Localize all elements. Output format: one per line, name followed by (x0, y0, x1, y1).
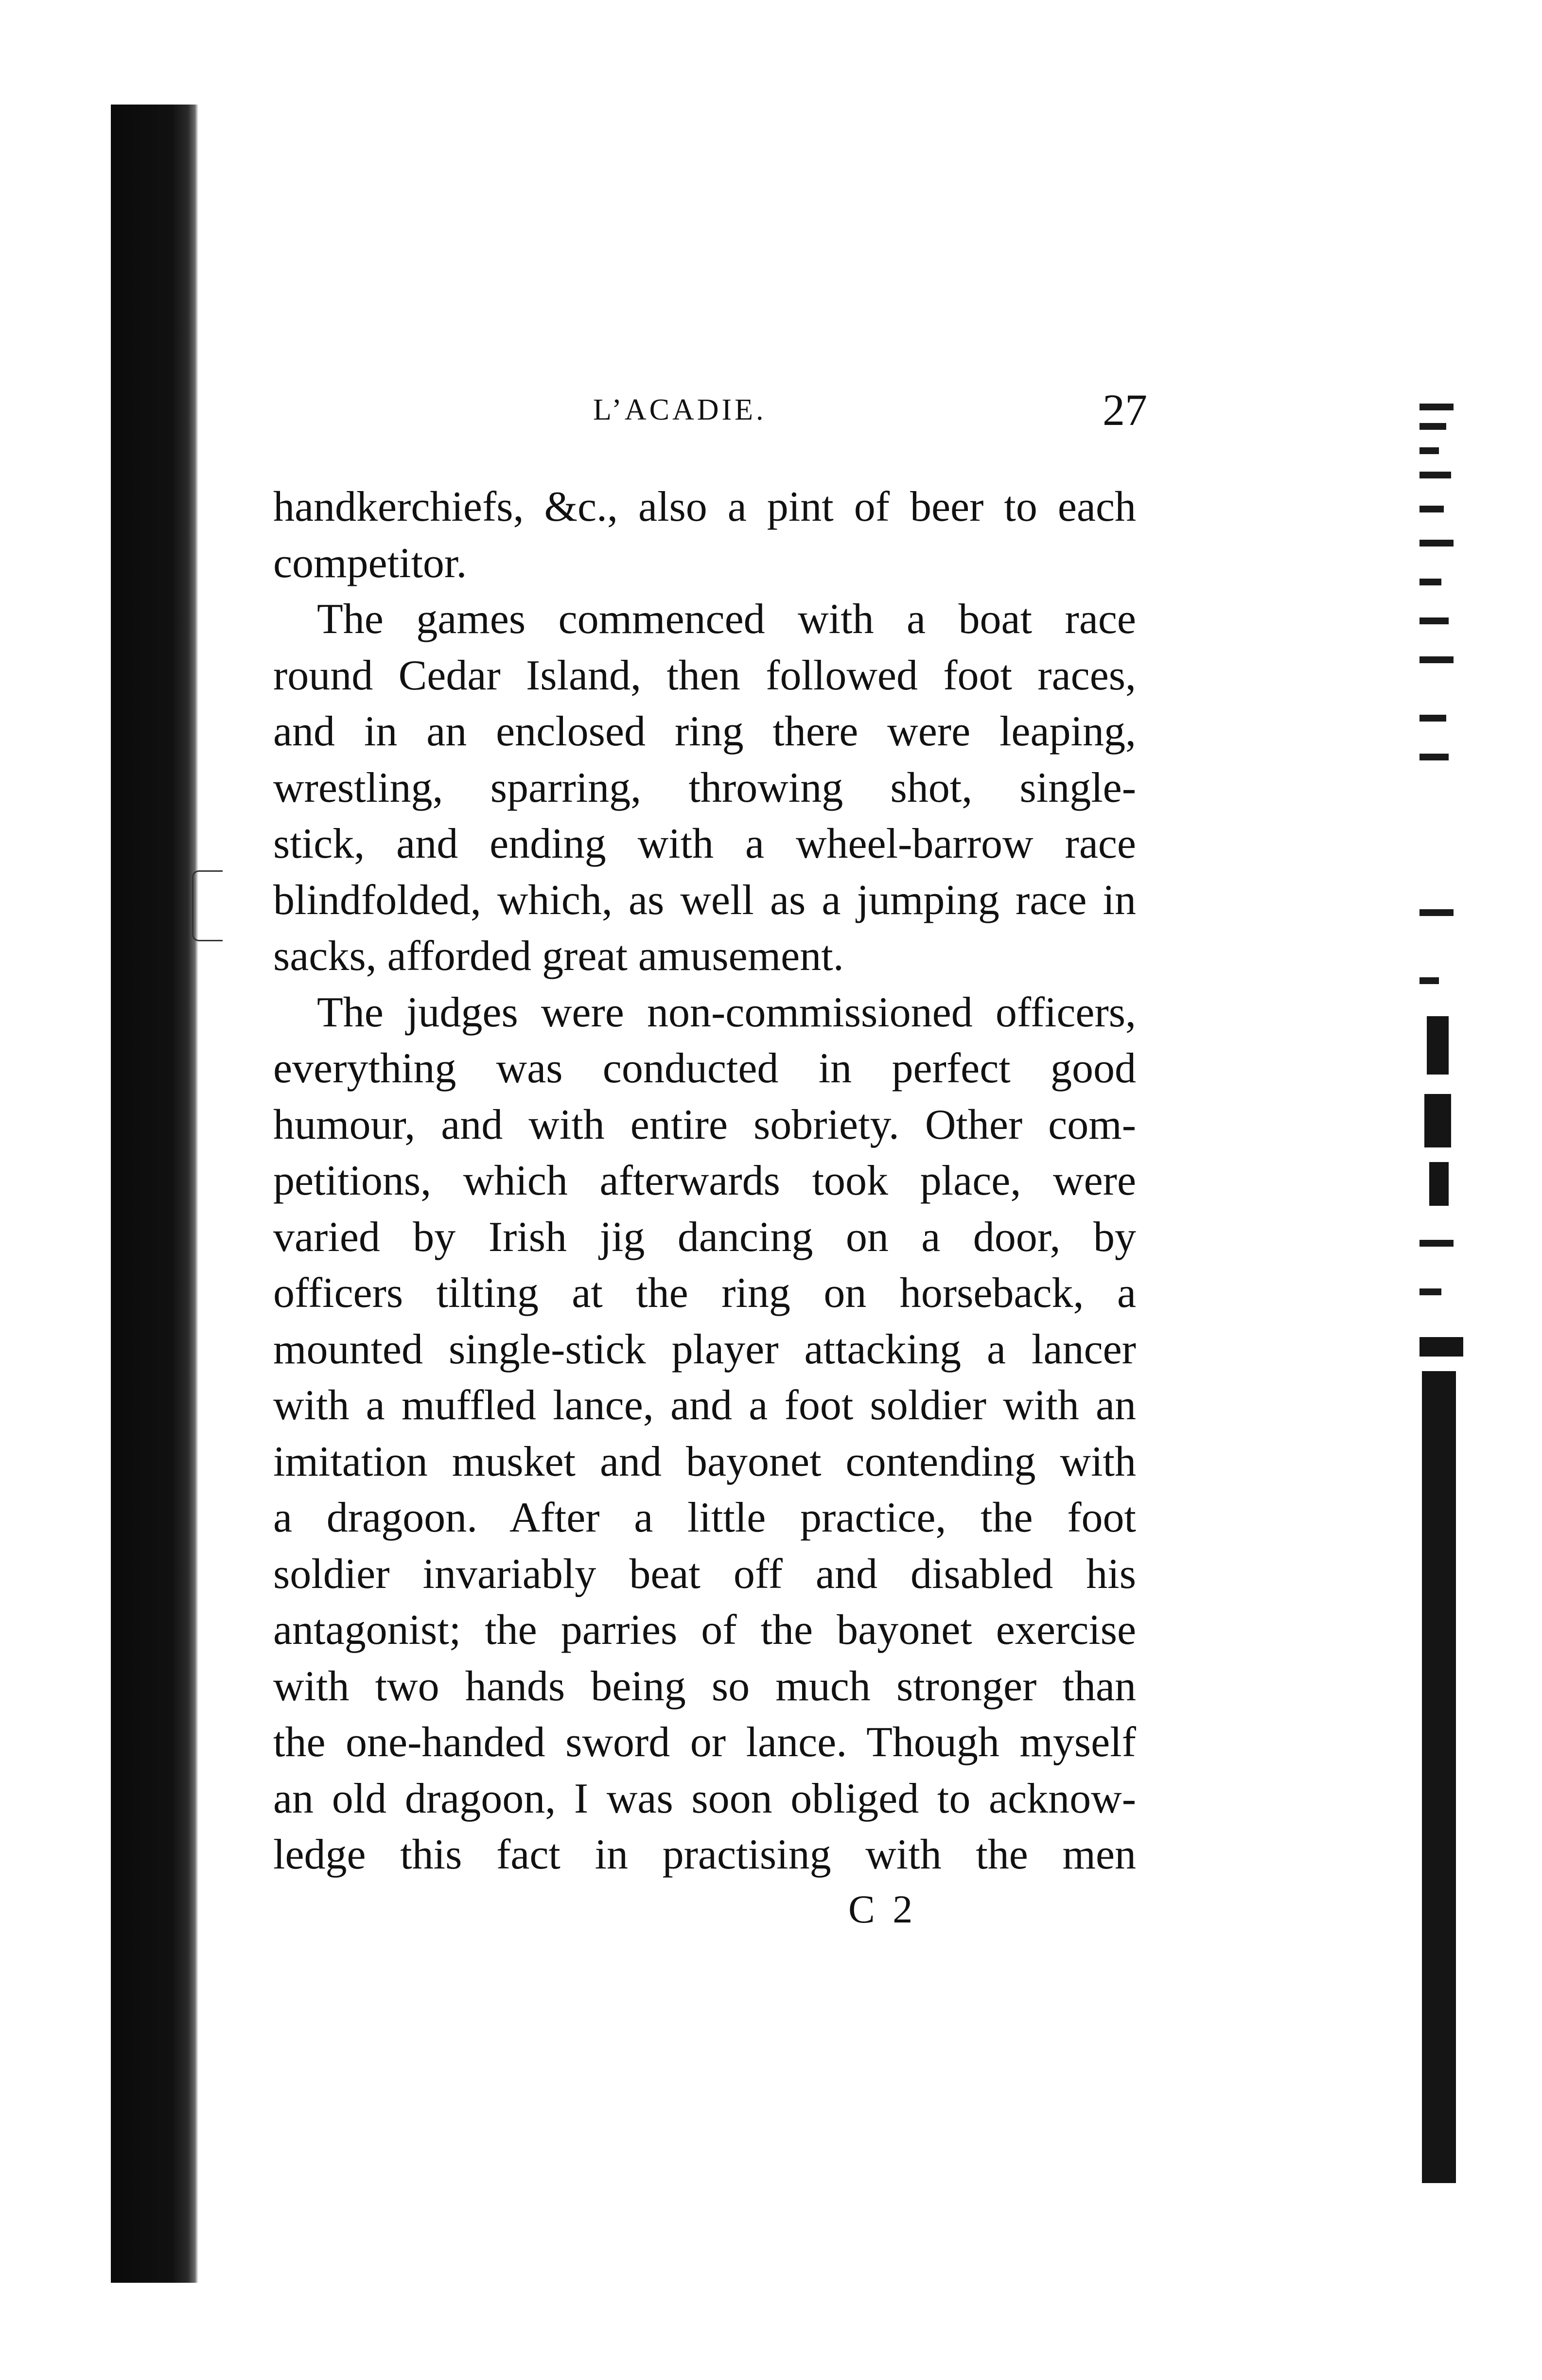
running-title: L’ACADIE. (593, 393, 767, 426)
text-line: petitions, which afterwards took place, were (273, 1157, 1136, 1204)
text-line: mounted single-stick player attacking a lancer (273, 1325, 1136, 1373)
text-line: stick, and ending with a wheel-barrow race (273, 820, 1136, 867)
running-head (272, 384, 1147, 438)
text-line: antagonist; the parries of the bayonet exercise (273, 1606, 1136, 1654)
text-line: humour, and with entire sobriety. Other com- (273, 1101, 1136, 1148)
text-line: the one-handed sword or lance. Though myself (273, 1719, 1136, 1766)
text-line: competitor. (273, 539, 467, 587)
text-line: wrestling, sparring, throwing shot, single- (273, 764, 1136, 811)
binding-shadow (111, 105, 198, 2283)
text-line: varied by Irish jig dancing on a door, by (273, 1213, 1136, 1261)
text-line: imitation musket and bayonet contending with (273, 1438, 1136, 1485)
text-line: round Cedar Island, then followed foot races, (273, 652, 1136, 699)
page-number: 27 (1103, 385, 1147, 435)
text-line: a dragoon. After a little practice, the foot (273, 1494, 1136, 1541)
text-line: everything was conducted in perfect good (273, 1045, 1136, 1092)
text-line: an old dragoon, I was soon obliged to acknow- (273, 1775, 1136, 1822)
page-edge-artifacts (1419, 404, 1497, 2203)
body-text (273, 479, 1136, 1883)
text-line: officers tilting at the ring on horseback, a (273, 1269, 1136, 1317)
signature-mark: C 2 (848, 1887, 917, 1931)
text-line: with two hands being so much stronger than (273, 1662, 1136, 1710)
text-line: The games commenced with a boat race (317, 596, 1136, 643)
text-line: blindfolded, which, as well as a jumping race in (273, 876, 1136, 924)
text-line: handkerchiefs, &c., also a pint of beer to each (273, 483, 1136, 530)
text-line: soldier invariably beat off and disabled his (273, 1550, 1136, 1598)
text-line: sacks, afforded great amusement. (273, 933, 844, 980)
text-line: ledge this fact in practising with the men (273, 1831, 1136, 1878)
text-line: with a muffled lance, and a foot soldier with an (273, 1382, 1136, 1429)
binding-notch (192, 870, 223, 941)
text-line: The judges were non-commissioned officers, (317, 988, 1136, 1036)
text-line: and in an enclosed ring there were leaping, (273, 708, 1136, 755)
